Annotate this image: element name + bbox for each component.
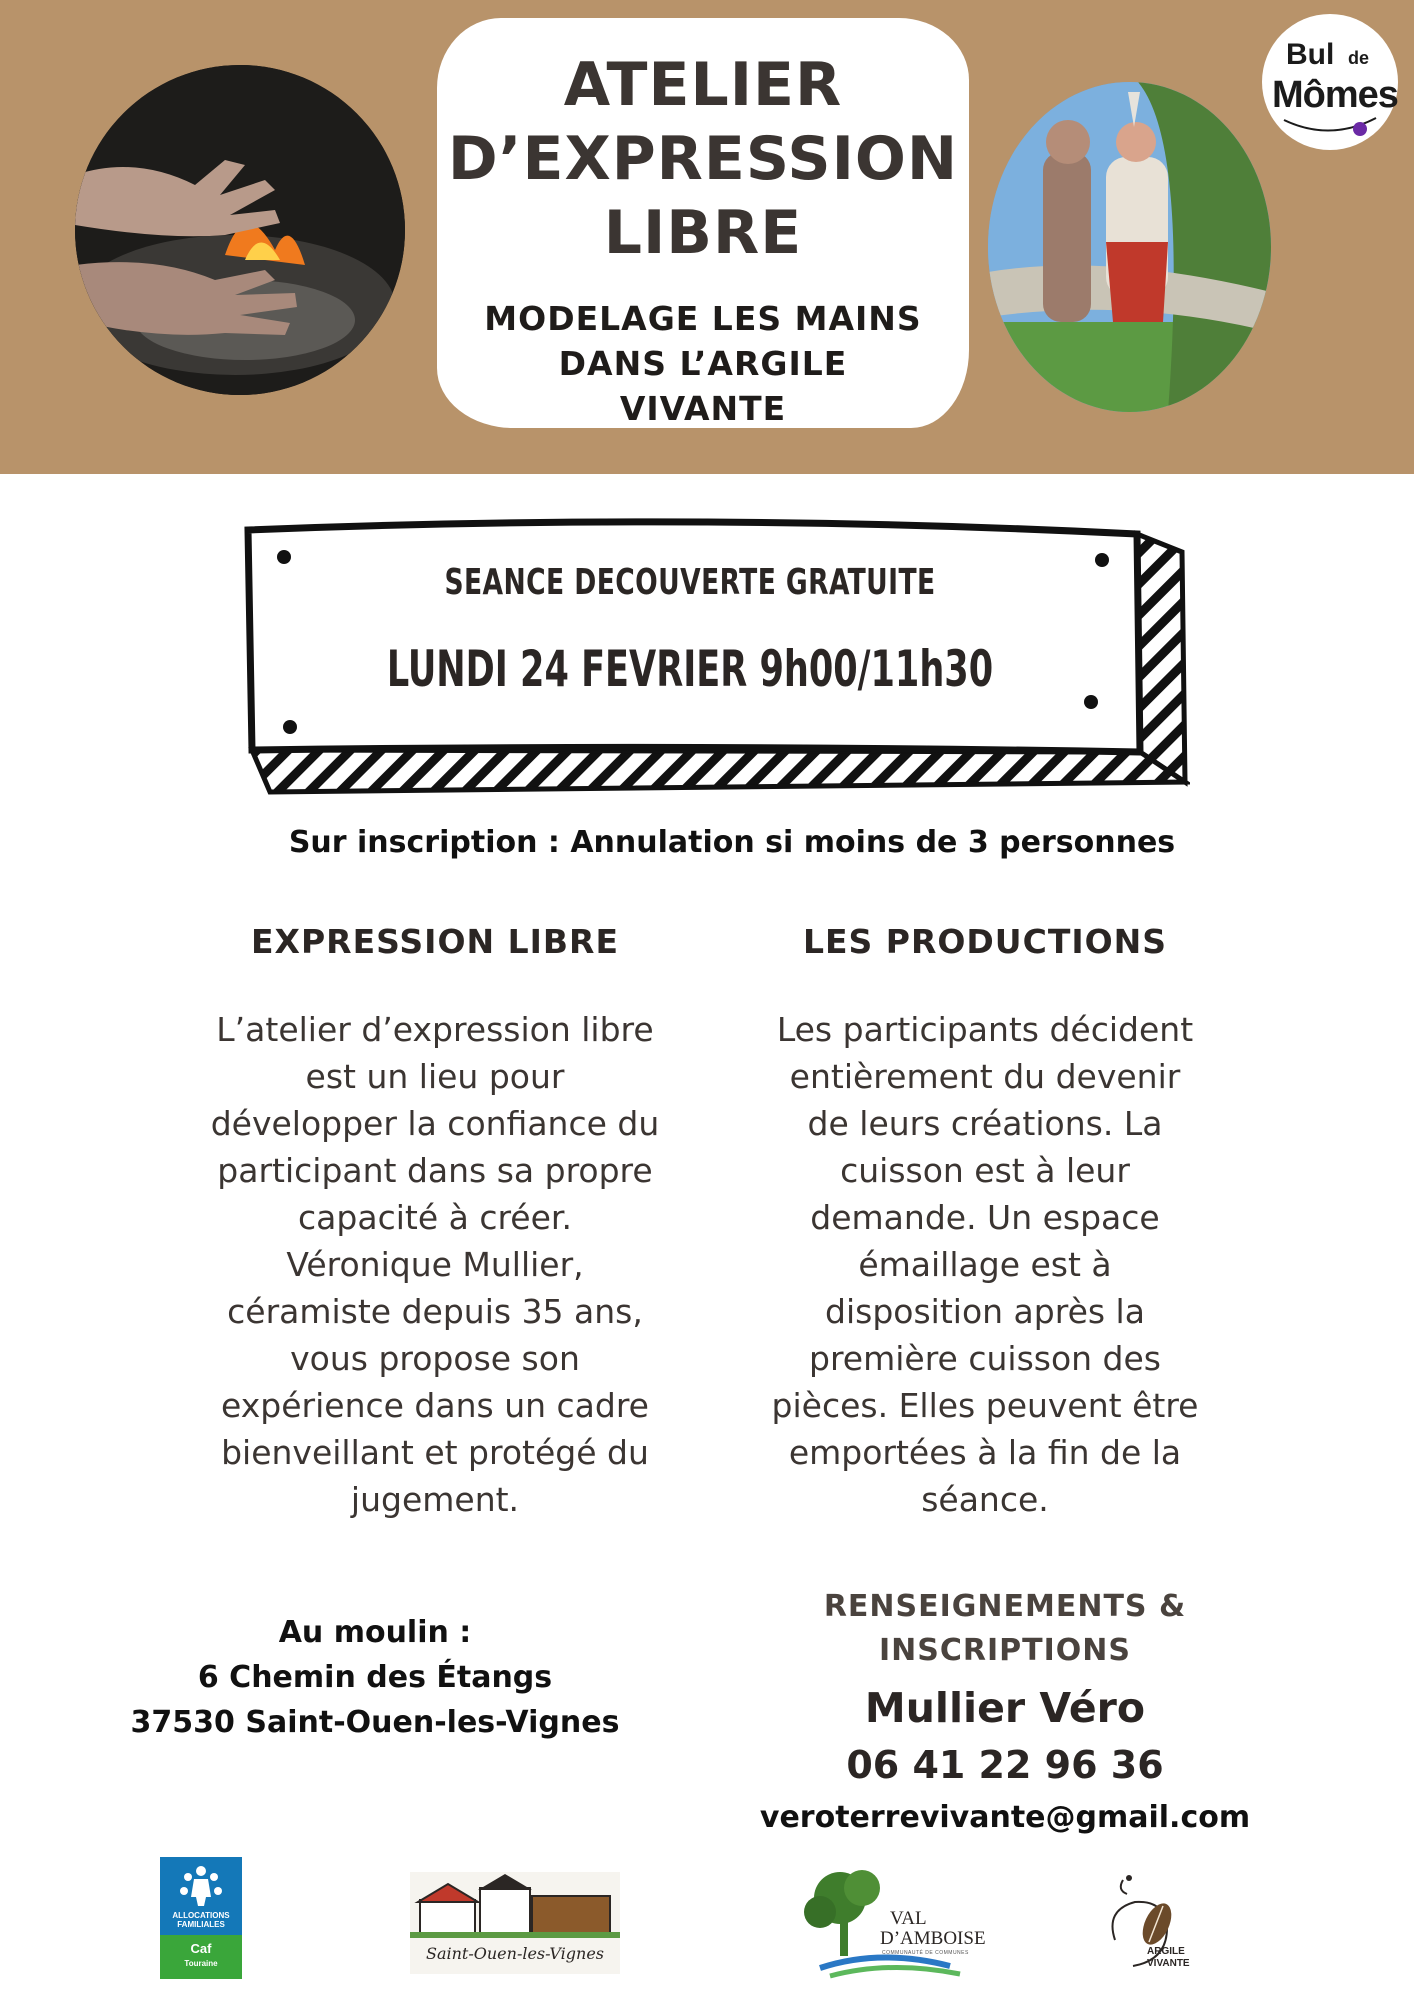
saint-ouen-les-vignes-logo [410,1872,620,1974]
title-line-1: ATELIER [563,50,843,120]
paragraph-line: première cuisson des [809,1339,1161,1378]
caf-brand: Caf [190,1941,212,1956]
banner-date-text: LUNDI 24 FEVRIER 9h00/11h30 [386,640,994,698]
subtitle [437,296,969,431]
caf-region: Touraine [184,1959,218,1968]
subtitle-line-2: DANS L’ARGILE [558,344,848,383]
paragraph-line: emportées à la fin de la [788,1433,1182,1472]
val-damboise-logo [800,1868,986,1980]
paragraph-line: émaillage est à [858,1245,1112,1284]
paragraph-line: bienveillant et protégé du [221,1433,649,1472]
val-damboise-line-2: D’AMBOISE [880,1928,986,1949]
paragraph-line: capacité à créer. [298,1198,572,1237]
paragraph-line: séance. [921,1480,1049,1519]
clay-figures-photo [988,82,1271,412]
header-band [0,0,1414,474]
logo-de-text: de [1348,48,1370,68]
paragraph-line: entièrement du devenir [789,1057,1181,1096]
contact-email: veroterrevivante@gmail.com [759,1800,1251,1835]
les-productions-column [750,922,1220,1523]
contact-phone: 06 41 22 96 36 [846,1743,1164,1787]
registration-notice: Sur inscription : Annulation si moins de 3 personnes [288,825,1176,860]
tree-river-icon [800,1868,970,1980]
val-damboise-tagline: COMMUNAUTÉ DE COMMUNES [882,1950,969,1956]
argile-vivante-logo [1105,1870,1205,1982]
caf-family-icon [178,1863,224,1907]
expression-libre-heading: EXPRESSION LIBRE [250,922,620,961]
banner-top-text: SEANCE DECOUVERTE GRATUITE [444,562,936,603]
paragraph-line: vous propose son [290,1339,580,1378]
paragraph-line: demande. Un espace [810,1198,1160,1237]
les-productions-text [750,1006,1220,1523]
les-productions-heading: LES PRODUCTIONS [802,922,1168,961]
title-line-3: LIBRE [603,198,803,268]
contact-block [700,1585,1310,1843]
clay-hands-illustration [75,65,405,395]
event-banner [240,512,1190,802]
contact-heading: RENSEIGNEMENTS & INSCRIPTIONS [823,1589,1187,1668]
main-title [437,18,969,270]
village-buildings-icon [410,1872,620,1944]
subtitle-line-3: VIVANTE [619,389,787,428]
argile-label-line-2: VIVANTE [1147,1958,1190,1969]
paragraph-line: jugement. [350,1480,520,1519]
paragraph-line: disposition après la [825,1292,1145,1331]
expression-libre-column [195,922,675,1523]
paragraph-line: L’atelier d’expression libre [216,1010,654,1049]
venue-address [115,1610,635,1745]
contact-name: Mullier Véro [864,1684,1146,1732]
subtitle-line-1: MODELAGE LES MAINS [484,299,922,338]
caf-label-line-2: FAMILIALES [177,1920,225,1929]
paragraph-line: participant dans sa propre [217,1151,653,1190]
title-line-2: D’EXPRESSION [447,124,959,194]
logo-momes-text: Mômes [1272,74,1398,116]
paragraph-line: développer la confiance du [210,1104,660,1143]
clay-hands-photo [75,65,405,395]
paragraph-line: cuisson est à leur [840,1151,1130,1190]
paragraph-line: pièces. Elles peuvent être [771,1386,1199,1425]
paragraph-line: Véronique Mullier, [286,1245,584,1284]
address-line-3: 37530 Saint-Ouen-les-Vignes [130,1705,620,1740]
paragraph-line: céramiste depuis 35 ans, [227,1292,643,1331]
bul-de-momes-logo [1262,14,1398,150]
paragraph-line: Les participants décident [776,1010,1194,1049]
clay-figures-illustration [988,82,1271,412]
title-card [437,18,969,428]
paragraph-line: de leurs créations. La [807,1104,1163,1143]
val-damboise-line-1: VAL [890,1908,927,1929]
saint-ouen-label: Saint-Ouen-les-Vignes [425,1944,604,1963]
caf-touraine-logo [160,1857,242,1979]
argile-label-line-1: ARGILE [1147,1946,1185,1957]
paragraph-line: est un lieu pour [305,1057,565,1096]
logo-dot-icon [1353,122,1367,136]
expression-libre-text [195,1006,675,1523]
logo-bul-text: Bul [1286,38,1335,71]
address-line-1: Au moulin : [278,1615,472,1650]
caf-label-line-1: ALLOCATIONS [172,1911,230,1920]
address-line-2: 6 Chemin des Étangs [197,1660,553,1695]
paragraph-line: expérience dans un cadre [221,1386,649,1425]
caf-label [160,1911,242,1929]
